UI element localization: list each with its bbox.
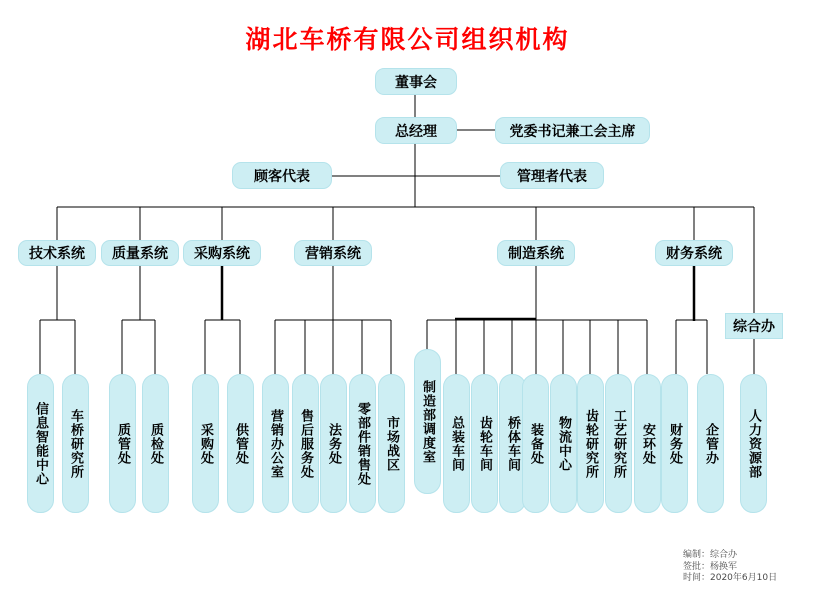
node-management-representative: 管理者代表 (500, 162, 604, 189)
dept-after-sales-service: 售后服务处 (292, 374, 319, 513)
node-general-manager: 总经理 (375, 117, 457, 144)
dept-logistics-center: 物流中心 (550, 374, 577, 513)
dept-quality-management: 质管处 (109, 374, 136, 513)
dept-mfg-dispatch-room: 制造部调度室 (414, 349, 441, 494)
dept-human-resources: 人力资源部 (740, 374, 767, 513)
node-party-secretary-union-chairman: 党委书记兼工会主席 (495, 117, 650, 144)
dept-legal-affairs: 法务处 (320, 374, 347, 513)
system-technical: 技术系统 (18, 240, 96, 266)
node-general-office: 综合办 (725, 313, 783, 339)
dept-axle-research-institute: 车桥研究所 (62, 374, 89, 513)
dept-gear-research-institute: 齿轮研究所 (577, 374, 604, 513)
credits (683, 550, 777, 585)
dept-marketing-office: 营销办公室 (262, 374, 289, 513)
dept-equipment-office: 装备处 (522, 374, 549, 513)
node-customer-representative: 顾客代表 (232, 162, 332, 189)
credits-date: 时间：2020年6月10日 (683, 573, 778, 583)
dept-gear-workshop: 齿轮车间 (471, 374, 498, 513)
credits-approved-by: 签批：杨换军 (683, 561, 738, 572)
dept-procurement-office: 采购处 (192, 374, 219, 513)
system-procurement: 采购系统 (183, 240, 261, 266)
dept-market-war-zone: 市场战区 (378, 374, 405, 513)
dept-axle-body-workshop: 桥体车间 (499, 374, 526, 513)
dept-quality-inspection: 质检处 (142, 374, 169, 513)
dept-process-research-institute: 工艺研究所 (605, 374, 632, 513)
system-manufacturing: 制造系统 (497, 240, 575, 266)
dept-info-intelligence-center: 信息智能中心 (27, 374, 54, 513)
system-marketing: 营销系统 (294, 240, 372, 266)
dept-safety-environment: 安环处 (634, 374, 661, 513)
dept-supply-management: 供管处 (227, 374, 254, 513)
credits-prepared-by: 编制：综合办 (683, 550, 738, 560)
dept-final-assembly-workshop: 总装车间 (443, 374, 470, 513)
dept-finance-office: 财务处 (661, 374, 688, 513)
dept-enterprise-management: 企管办 (697, 374, 724, 513)
page-title: 湖北车桥有限公司组织机构 (245, 25, 570, 54)
node-board: 董事会 (375, 68, 457, 95)
system-finance: 财务系统 (655, 240, 733, 266)
system-quality: 质量系统 (101, 240, 179, 266)
dept-parts-sales: 零部件销售处 (349, 374, 376, 513)
